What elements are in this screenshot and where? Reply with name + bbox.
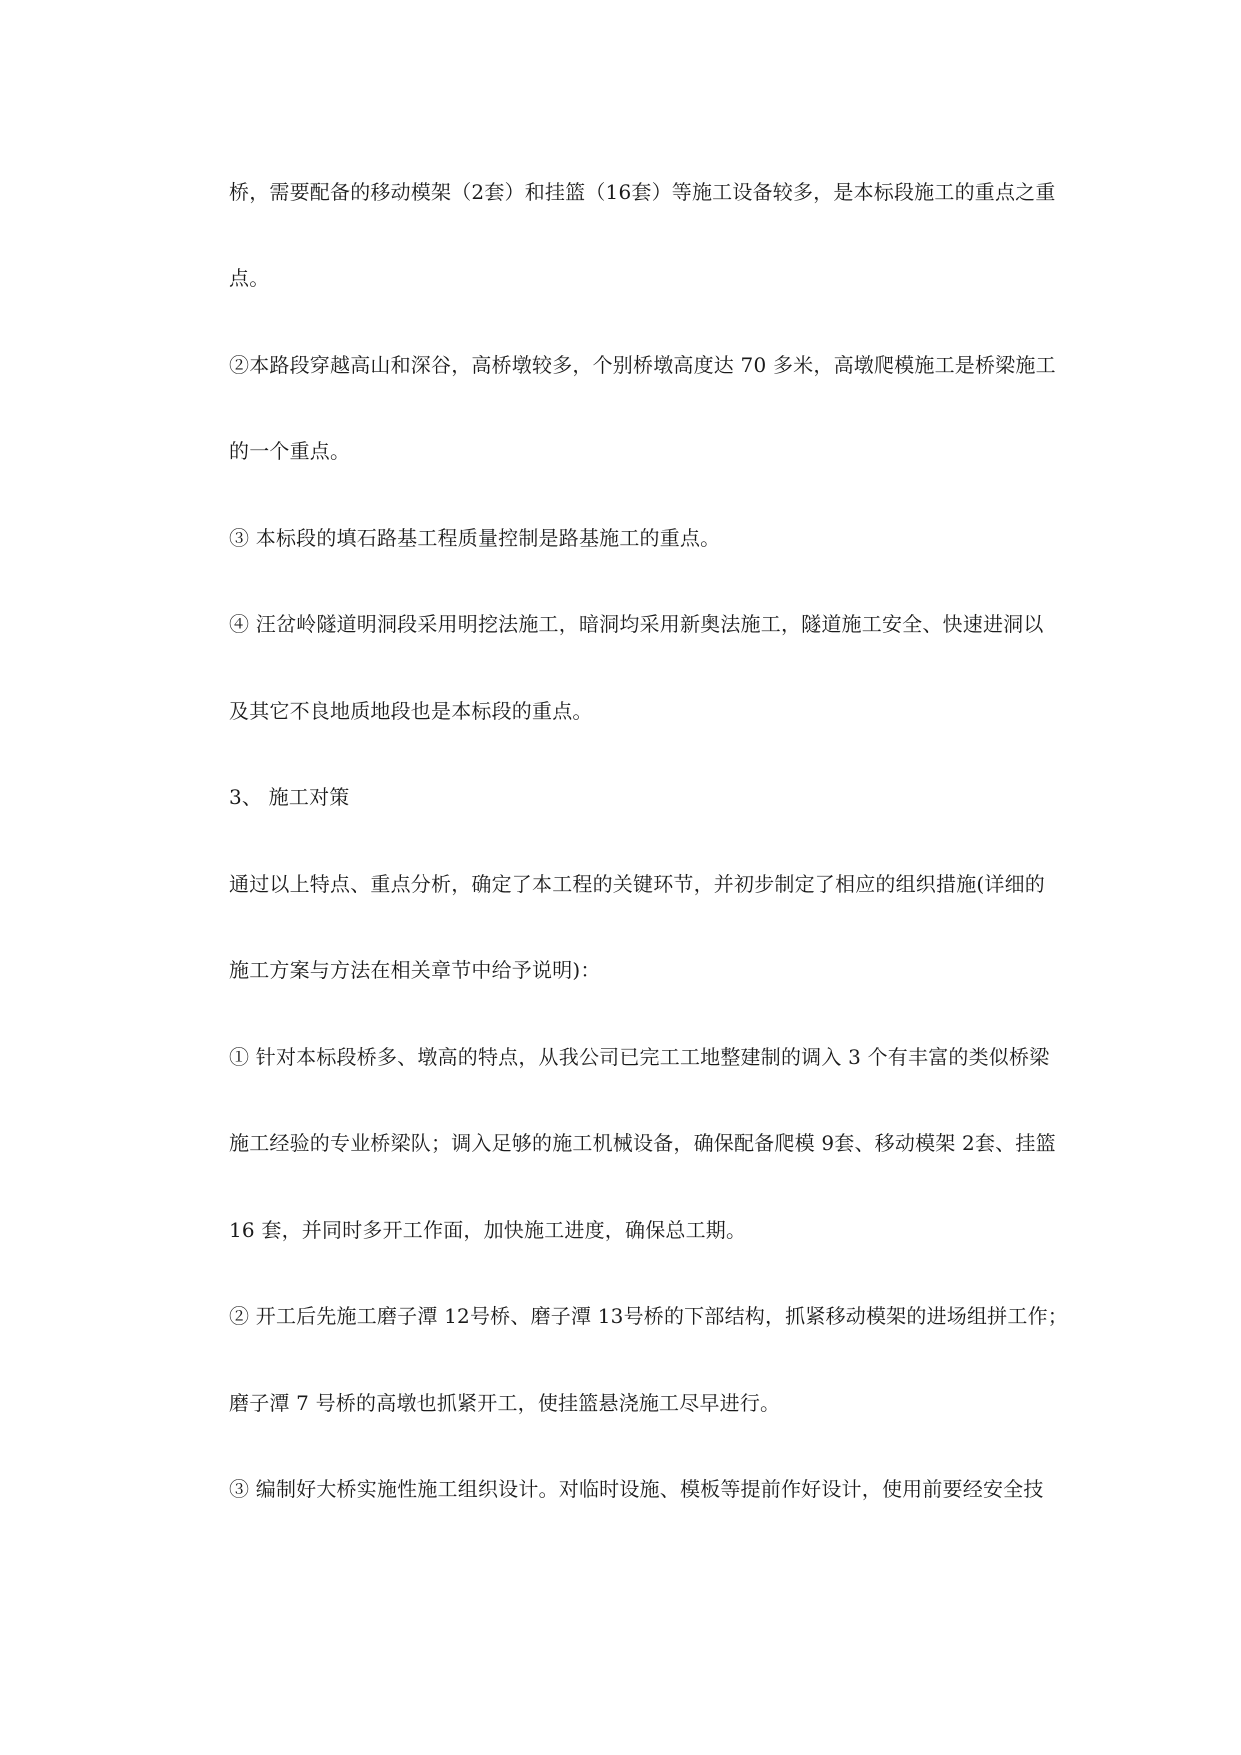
text-line: ④ 汪岔岭隧道明洞段采用明挖法施工，暗洞均采用新奥法施工，隧道施工安全、快速进洞以 <box>229 612 1044 636</box>
text-line: ②本路段穿越高山和深谷，高桥墩较多，个别桥墩高度达 70 多米，高墩爬模施工是桥梁施工 <box>229 353 1056 377</box>
text-line: 施工经验的专业桥梁队；调入足够的施工机械设备，确保配备爬模 9套、移动模架 2套、挂篮 <box>229 1131 1056 1155</box>
section-heading: 3、 施工对策 <box>229 785 350 809</box>
text-line: 桥，需要配备的移动模架（2套）和挂篮（16套）等施工设备较多，是本标段施工的重点之重 <box>229 180 1056 204</box>
text-line: 施工方案与方法在相关章节中给予说明)： <box>229 958 601 982</box>
text-line: ③ 编制好大桥实施性施工组织设计。对临时设施、模板等提前作好设计，使用前要经安全技 <box>229 1477 1044 1501</box>
text-line: 通过以上特点、重点分析，确定了本工程的关键环节，并初步制定了相应的组织措施(详细的 <box>229 872 1046 896</box>
text-line: 的一个重点。 <box>229 439 351 463</box>
text-line: 点。 <box>229 266 270 290</box>
text-line: 16 套，并同时多开工作面，加快施工进度，确保总工期。 <box>229 1218 747 1242</box>
text-line: ① 针对本标段桥多、墩高的特点，从我公司已完工工地整建制的调入 3 个有丰富的类似桥梁 <box>229 1045 1050 1069</box>
text-line: ② 开工后先施工磨子潭 12号桥、磨子潭 13号桥的下部结构，抓紧移动模架的进场组拼工作； <box>229 1304 1068 1328</box>
text-line: ③ 本标段的填石路基工程质量控制是路基施工的重点。 <box>229 526 721 550</box>
text-line: 及其它不良地质地段也是本标段的重点。 <box>229 699 593 723</box>
text-line: 磨子潭 7 号桥的高墩也抓紧开工，使挂篮悬浇施工尽早进行。 <box>229 1391 781 1415</box>
